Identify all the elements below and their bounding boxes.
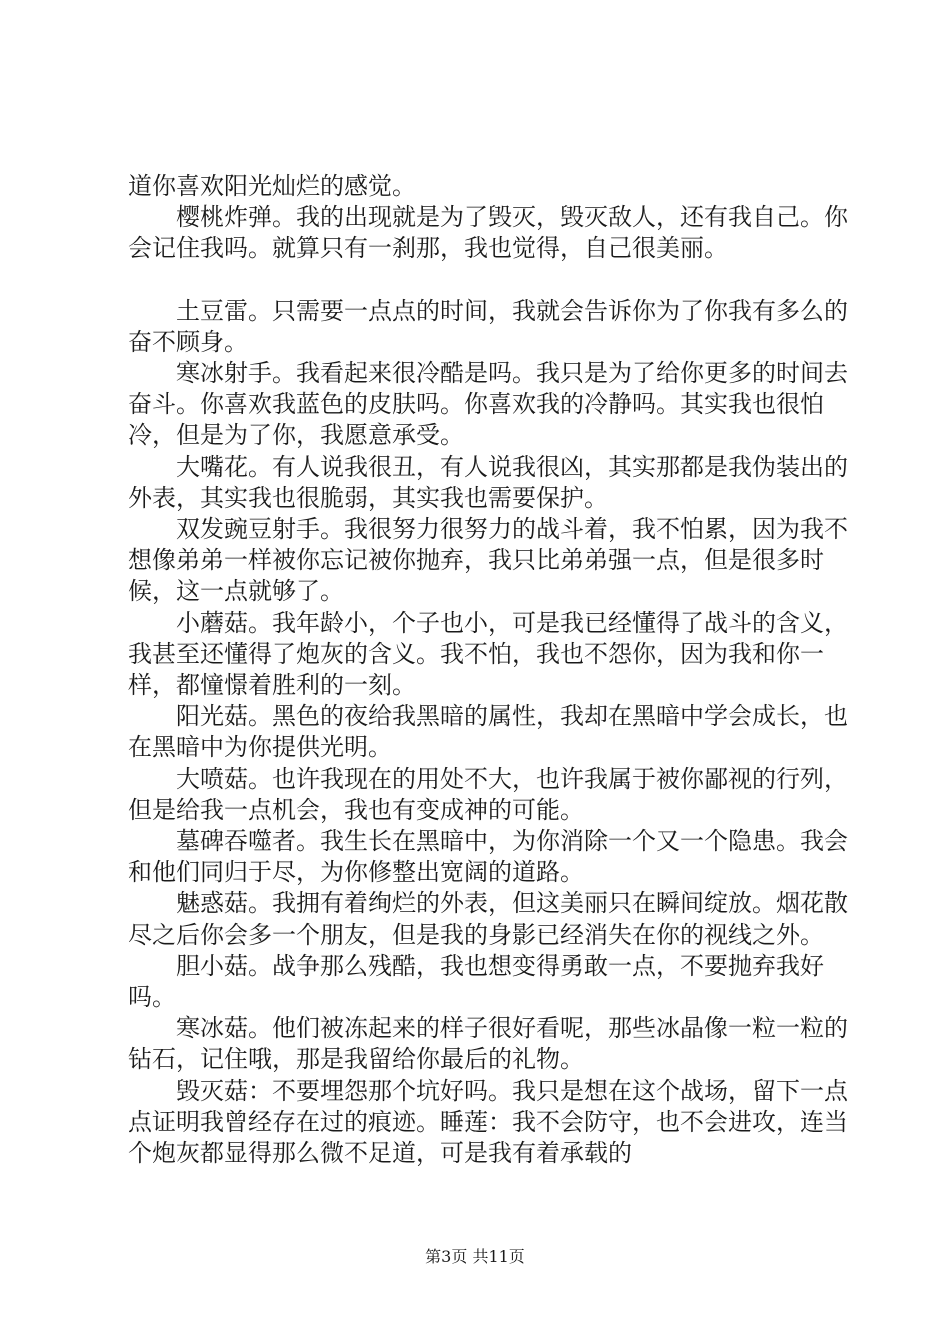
- paragraph: 双发豌豆射手。我很努力很努力的战斗着，我不怕累，因为我不想像弟弟一样被你忘记被你抛弃，我只比弟弟强一点，但是很多时候，这一点就够了。: [128, 515, 848, 606]
- paragraph: 墓碑吞噬者。我生长在黑暗中，为你消除一个又一个隐患。我会和他们同归于尽，为你修整出宽阔的道路。: [128, 827, 848, 887]
- paragraph: 毁灭菇：不要埋怨那个坑好吗。我只是想在这个战场，留下一点点证明我曾经存在过的痕迹。睡莲：我不会防守，也不会进攻，连当个炮灰都显得那么微不足道，可是我有着承载的: [128, 1076, 848, 1168]
- paragraph: 寒冰菇。他们被冻起来的样子很好看呢，那些冰晶像一粒一粒的钻石，记住哦，那是我留给你最后的礼物。: [128, 1014, 848, 1074]
- paragraph: 魅惑菇。我拥有着绚烂的外表，但这美丽只在瞬间绽放。烟花散尽之后你会多一个朋友，但是我的身影已经消失在你的视线之外。: [128, 889, 848, 949]
- paragraph: 大嘴花。有人说我很丑，有人说我很凶，其实那都是我伪装出的外表，其实我也很脆弱，其实我也需要保护。: [128, 452, 848, 512]
- paragraph: 阳光菇。黑色的夜给我黑暗的属性，我却在黑暗中学会成长，也在黑暗中为你提供光明。: [128, 702, 848, 762]
- paragraph: 樱桃炸弹。我的出现就是为了毁灭，毁灭敌人，还有我自己。你会记住我吗。就算只有一刹那，我也觉得，自己很美丽。: [128, 203, 848, 263]
- paragraph: 小蘑菇。我年龄小，个子也小，可是我已经懂得了战斗的含义，我甚至还懂得了炮灰的含义。我不怕，我也不怨你，因为我和你一样，都憧憬着胜利的一刻。: [128, 608, 848, 700]
- paragraph: 大喷菇。也许我现在的用处不大，也许我属于被你鄙视的行列，但是给我一点机会，我也有变成神的可能。: [128, 764, 848, 824]
- page-footer: 第3页 共11页: [425, 1247, 525, 1266]
- paragraph: 道你喜欢阳光灿烂的感觉。: [128, 172, 416, 200]
- paragraph: 土豆雷。只需要一点点的时间，我就会告诉你为了你我有多么的奋不顾身。: [128, 296, 848, 356]
- paragraph: 胆小菇。战争那么残酷，我也想变得勇敢一点，不要抛弃我好吗。: [128, 951, 824, 1012]
- paragraph: 寒冰射手。我看起来很冷酷是吗。我只是为了给你更多的时间去奋斗。你喜欢我蓝色的皮肤吗。你喜欢我的冷静吗。其实我也很怕冷，但是为了你，我愿意承受。: [128, 359, 848, 450]
- body-text: [128, 171, 850, 1169]
